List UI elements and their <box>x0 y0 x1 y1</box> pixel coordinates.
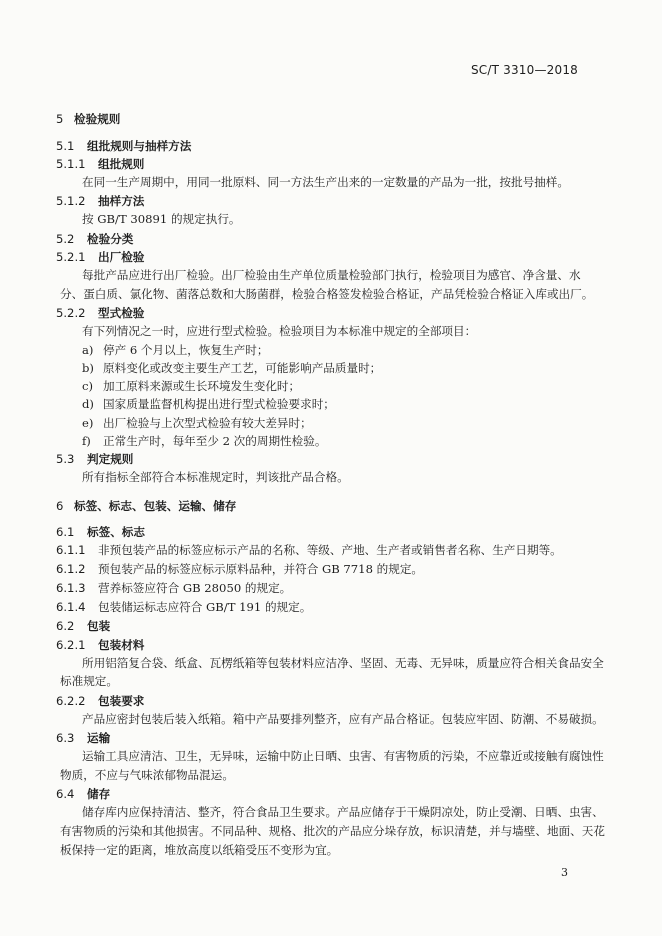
section-6-2-2-heading: 6.2.2 包装要求 <box>56 694 145 708</box>
list-item: d) 国家质量监督机构提出进行型式检验要求时； <box>82 397 335 411</box>
section-5-2-1-text-line-1: 每批产品应进行出厂检验。出厂检验由生产单位质量检验部门执行，检验项目为感官、净含量、水 <box>82 268 581 282</box>
section-5-2-1-text-line-2: 分、蛋白质、氯化物、菌落总数和大肠菌群，检验合格签发检验合格证，产品凭检验合格证入库或出厂。 <box>60 287 594 301</box>
standard-code: SC/T 3310—2018 <box>470 63 578 77</box>
section-5-2-1-heading: 5.2.1 出厂检验 <box>56 250 145 264</box>
section-5-1-1-heading: 5.1.1 组批规则 <box>56 157 145 171</box>
section-5-3-text: 所有指标全部符合本标准规定时，判该批产品合格。 <box>82 470 349 484</box>
section-5-2-2-text: 有下列情况之一时，应进行型式检验。检验项目为本标准中规定的全部项目： <box>82 324 477 338</box>
list-item: c) 加工原料来源或生长环境发生变化时； <box>82 379 301 393</box>
section-6-2-1-heading: 6.2.1 包装材料 <box>56 638 145 652</box>
section-6-1-heading: 6.1 标签、标志 <box>56 525 145 539</box>
section-6-3-text-line-1: 运输工具应清洁、卫生，无异味，运输中防止日晒、虫害、有害物质的污染，不应靠近或接触有腐蚀性 <box>82 749 604 763</box>
list-item: e) 出厂检验与上次型式检验有较大差异时； <box>82 416 312 430</box>
section-6-4-text-line-3: 板保持一定的距离，堆放高度以纸箱受压不变形为宜。 <box>60 843 339 857</box>
section-5-1-heading: 5.1 组批规则与抽样方法 <box>56 139 192 153</box>
section-6-2-2-text: 产品应密封包装后装入纸箱。箱中产品要排列整齐，应有产品合格证。包装应牢固、防潮、不易破损。 <box>82 712 604 726</box>
section-5-heading: 5 检验规则 <box>56 112 121 126</box>
section-6-2-heading: 6.2 包装 <box>56 619 111 633</box>
section-5-1-2-heading: 5.1.2 抽样方法 <box>56 194 145 208</box>
list-item: b) 原料变化或改变主要生产工艺，可能影响产品质量时； <box>82 361 382 375</box>
section-6-1-4: 6.1.4 包装储运标志应符合 GB/T 191 的规定。 <box>56 600 312 614</box>
section-5-2-2-heading: 5.2.2 型式检验 <box>56 306 145 320</box>
section-6-3-text-line-2: 物质，不应与气味浓郁物品混运。 <box>60 768 234 782</box>
page-number: 3 <box>561 866 568 879</box>
section-6-1-2: 6.1.2 预包装产品的标签应标示原料品种，并符合 GB 7718 的规定。 <box>56 562 424 576</box>
section-6-4-heading: 6.4 储存 <box>56 787 111 801</box>
section-6-4-text-line-1: 储存库内应保持清洁、整齐，符合食品卫生要求。产品应储存于干燥阴凉处，防止受潮、日晒、虫害、 <box>82 805 604 819</box>
section-5-2-heading: 5.2 检验分类 <box>56 232 134 246</box>
section-5-1-1-text: 在同一生产周期中，用同一批原料、同一方法生产出来的一定数量的产品为一批，按批号抽样。 <box>82 175 569 189</box>
section-6-1-1: 6.1.1 非预包装产品的标签应标示产品的名称、等级、产地、生产者或销售者名称、生产日期等。 <box>56 543 562 557</box>
section-5-3-heading: 5.3 判定规则 <box>56 452 134 466</box>
list-item: a) 停产 6 个月以上，恢复生产时； <box>82 343 269 357</box>
section-6-3-heading: 6.3 运输 <box>56 731 111 745</box>
section-6-2-1-text-line-2: 标准规定。 <box>60 674 118 688</box>
list-item: f) 正常生产时，每年至少 2 次的周期性检验。 <box>82 434 327 448</box>
section-6-4-text-line-2: 有害物质的污染和其他损害。不同品种、规格、批次的产品应分垛存放，标识清楚，并与墙壁、地面、天花 <box>60 824 605 838</box>
section-6-heading: 6 标签、标志、包装、运输、储存 <box>56 499 237 513</box>
section-6-1-3: 6.1.3 营养标签应符合 GB 28050 的规定。 <box>56 581 292 595</box>
section-5-1-2-text: 按 GB/T 30891 的规定执行。 <box>82 212 241 226</box>
section-6-2-1-text-line-1: 所用铝箔复合袋、纸盒、瓦楞纸箱等包装材料应洁净、坚固、无毒、无异味，质量应符合相关食品安全 <box>82 656 604 670</box>
